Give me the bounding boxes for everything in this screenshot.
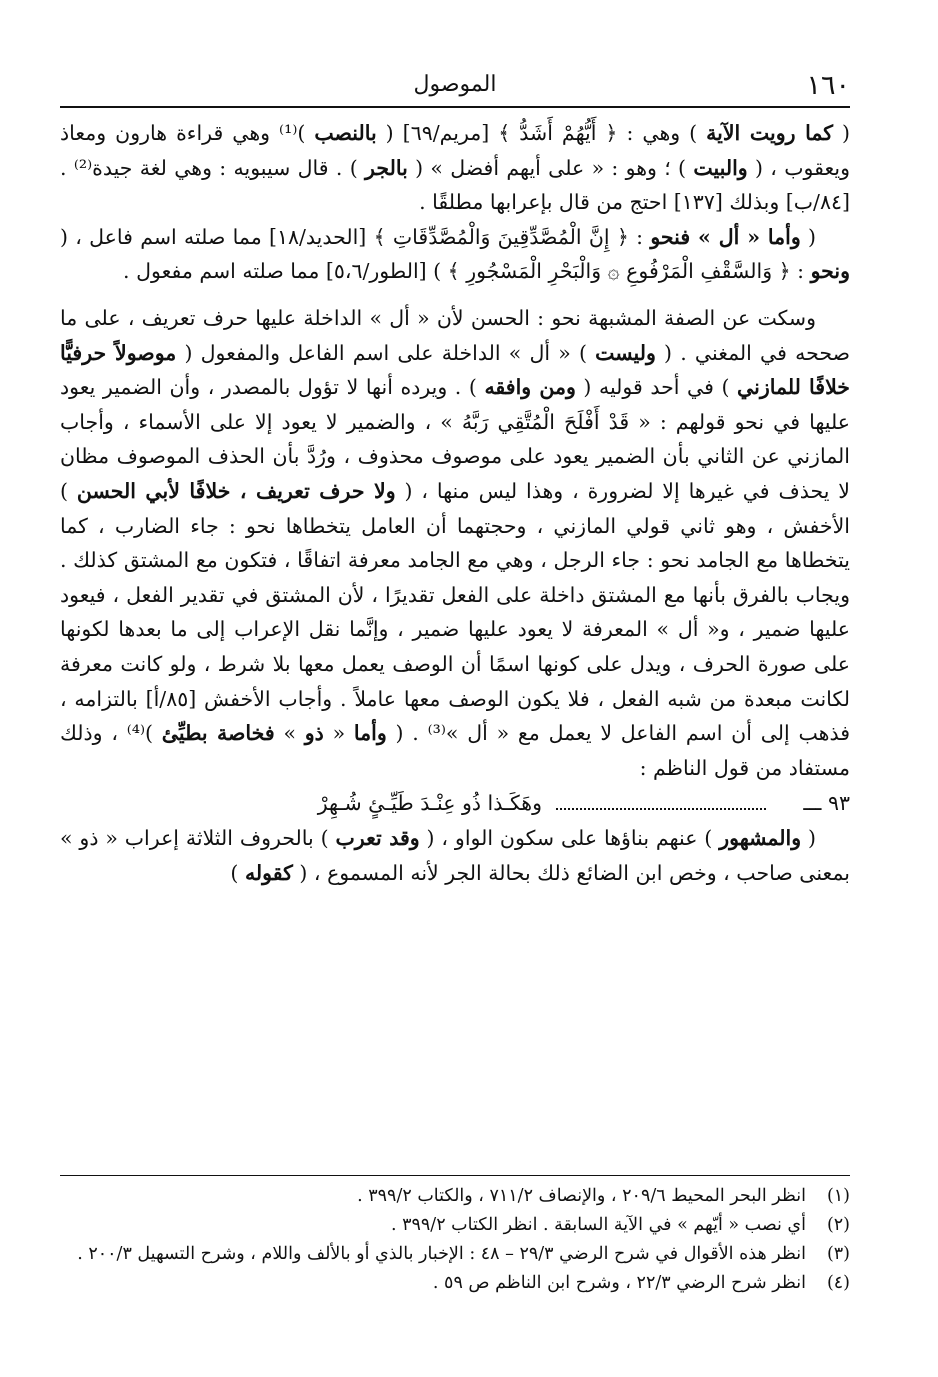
verse-dotted-line [556, 794, 766, 810]
footnote [60, 1211, 850, 1240]
footnote-number: (١) [826, 1186, 850, 1206]
page-number: ١٦٠ [806, 70, 850, 101]
paragraph: ( والمشهور ) عنهم بناؤها على سكون الواو ، ( وقد تعرب ) بالحروف الثلاثة إعراب « ذو » بمعنى صاحب ، وخص ابن الضائع ذلك بحالة الجر لأنه المسموع ، ( كقوله ) [60, 826, 850, 885]
footnote-number: (٤) [826, 1273, 850, 1293]
bold-text: والمشهور [719, 826, 802, 851]
paragraph-gap [60, 289, 850, 301]
verse-text: وهَكَـذا ذُو عِنْـدَ طَيِّـئٍ شُـهِرْ [317, 791, 542, 816]
paragraph: وسكت عن الصفة المشبهة نحو : الحسن لأن « أل » الداخلة عليها حرف تعريف ، على ما صححه في المغني . ( وليست ) « أل » الداخلة على اسم الفاعل والمفعول ( موصولاً حرفيًّا خلافًا للمازني ) في أحد قوليه ( ومن وافقه ) . ويرده أنها لا تؤول بالمصدر ، وأن الضمير يعود عليها في نحو قولهم : « قَدْ أَفْلَحَ الْمُتَّقِي رَبَّهُ » ، والضمير لا يعود إلا على الأسماء ، وأجاب المازني عن الثاني بأن الضمير يعود على موصوف محذوف ، ورُدَّ بأن الحذف الموصوف مظان لا يحذف في غيرها إلا لضرورة ، وهذا ليس منها ، ( ولا حرف تعريف ، خلافًا لأبي الحسن ) الأخفش ، وهو ثاني قولي المازني ، وحجتهما أن العامل يتخطاها نحو : جاء الضارب ، كما يتخطاها مع الجامد نحو : جاء الرجل ، وهي مع الجامد معرفة اتفاقًا ، فتكون مع المشتق كذلك . ويجاب بالفرق بأنها مع المشتق داخلة على الفعل تقديرًا ، لأن المشتق في تقدير الفعل ، فيعود عليها ضمير ، و« أل » المعرفة لا يعود عليها ضمير ، وإنَّما نقل الإعراب إلى ما بعدها لكونها على صورة الحرف ، ويدل على كونها اسمًا أن الوصف يعمل معها بلا شرط ، ولو كانت معرفة لكانت مبعدة من شبه الفعل ، فلا يكون الوصف معها عاملاً . وأجاب الأخفش [٨٥/أ] بالتزامه ، فذهب إلى أن اسم الفاعل لا يعمل مع « أل »⁽³⁾ . ( وأما « ذو » فخاصة بطيِّئ )⁽⁴⁾ ، وذلك مستفاد من قول الناظم : [60, 305, 851, 780]
bold-text: ذو [304, 721, 324, 746]
footnote-text: انظر البحر المحيط ٢٠٩/٦ ، والإنصاف ٧١١/٢ ، والكتاب ٣٩٩/٢ . [357, 1186, 806, 1206]
footnote-text: أي نصب « أيّهم » في الآية السابقة . انظر الكتاب ٣٩٩/٢ . [390, 1215, 806, 1235]
paragraph: ( وأما « أل » فنحو : ﴿ إِنَّ الْمُصَّدِّقِينَ وَالْمُصَّدِّقَاتِ ﴾ [الحديد/١٨] مما صلته اسم فاعل ، ( ونحو : ﴿ وَالسَّقْفِ الْمَرْفُوعِ ۞ وَالْبَحْرِ الْمَسْجُورِ ﴾ ) [الطور/٥،٦] مما صلته اسم مفعول . [60, 224, 850, 284]
bold-text: ومن وافقه [484, 375, 576, 400]
main-text [60, 116, 850, 890]
bold-text: ولا حرف تعريف ، خلافًا لأبي الحسن [76, 478, 396, 503]
bold-text: فخاصة بطيِّئ [161, 721, 275, 746]
bold-text: وقد تعرب [335, 826, 420, 851]
footnote [60, 1269, 850, 1298]
bold-text: كما رويت الآية [706, 121, 833, 145]
footnote-text: انظر شرح الرضي ٢٢/٣ ، وشرح ابن الناظم ص ٥٩ . [432, 1273, 806, 1293]
footnote [60, 1240, 850, 1269]
bold-text: وأما « أل » فنحو [650, 224, 801, 249]
bold-text: بالنصب [314, 121, 377, 145]
footnote-text: انظر هذه الأقوال في شرح الرضي ٢٩/٣ – ٤٨ : الإخبار بالذي أو بالألف واللام ، وشرح التسهيل ٢٠٠/٣ . [77, 1244, 806, 1264]
paragraph: ( كما رويت الآية ) وهي : ﴿ أَيُّهُمْ أَشَدُّ ﴾ [مريم/٦٩] ( بالنصب )⁽¹⁾ وهي قراءة هارون ومعاذ ويعقوب ، ( والبيت ) ؛ وهو : « على أيهم أفضل » ( بالجر ) . قال سيبويه : وهي لغة جيدة⁽²⁾ . [٨٤/ب] وبذلك [١٣٧] احتج من قال بإعرابها مطلقًا . [60, 121, 851, 215]
bold-text: والبيت [693, 155, 748, 180]
bold-text: ونحو [810, 259, 850, 284]
running-title: الموصول [413, 72, 497, 97]
footnote [60, 1182, 850, 1211]
page-header [60, 62, 850, 108]
footnotes [60, 1175, 850, 1298]
footnote-number: (٢) [826, 1215, 850, 1235]
footnote-number: (٣) [826, 1244, 850, 1264]
poem-verse [60, 785, 850, 821]
bold-text: موصولاً حرفيًّا خلافًا للمازني [60, 340, 850, 400]
bold-text: وليست [595, 340, 656, 365]
book-page [60, 62, 850, 1352]
bold-text: بالجر [365, 155, 408, 180]
bold-text: وأما [353, 721, 387, 746]
verse-number: ٩٣ ـــ [803, 791, 850, 816]
bold-text: كقوله [244, 860, 293, 885]
